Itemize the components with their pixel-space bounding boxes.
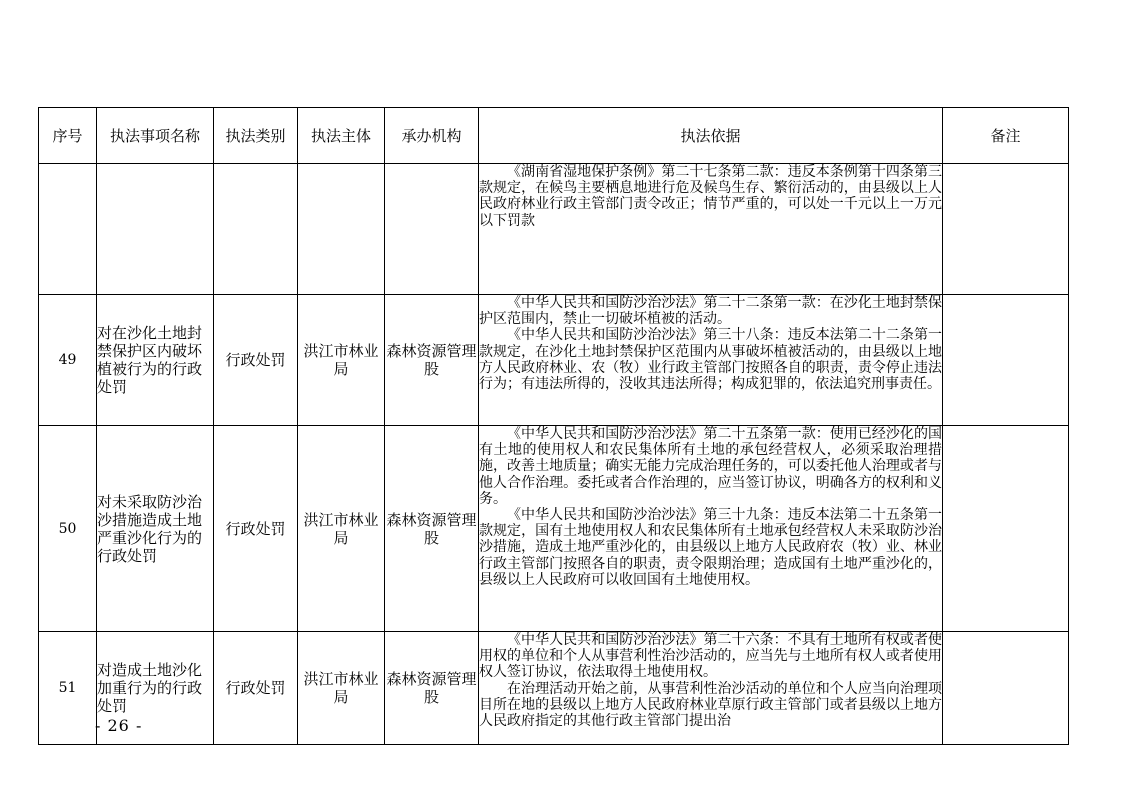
row-category: 行政处罚 (214, 632, 298, 745)
basis-paragraph: 《中华人民共和国防沙治沙法》第三十八条：违反本法第二十二条第一款规定，在沙化土地封禁保护区范围内从事破坏植被活动的，由县级以上地方人民政府林业、农（牧）业行政主管部门按照各自的职责，责令停止违法行为；有违法所得的，没收其违法所得；构成犯罪的，依法追究刑事责任。 (479, 327, 942, 393)
row-subject: 洪江市林业局 (298, 295, 385, 426)
row-number: 49 (39, 295, 97, 426)
row-category: 行政处罚 (214, 426, 298, 632)
row-remark (943, 295, 1069, 426)
header-category: 执法类别 (214, 108, 298, 164)
row-agency (385, 164, 479, 295)
basis-paragraph: 《湖南省湿地保护条例》第二十七条第二款：违反本条例第十四条第三款规定，在候鸟主要栖息地进行危及候鸟生存、繁衍活动的，由县级以上人民政府林业行政主管部门责令改正；情节严重的，可以处一千元以上一万元以下罚款 (479, 164, 942, 229)
row-category (214, 164, 298, 295)
row-item-name: 对在沙化土地封禁保护区内破坏植被行为的行政处罚 (97, 295, 214, 426)
header-agency: 承办机构 (385, 108, 479, 164)
row-subject (298, 164, 385, 295)
row-agency: 森林资源管理股 (385, 295, 479, 426)
row-item-name: 对造成土地沙化加重行为的行政处罚 (97, 632, 214, 745)
basis-paragraph: 《中华人民共和国防沙治沙法》第二十二条第一款：在沙化土地封禁保护区范围内，禁止一切破坏植被的活动。 (479, 295, 942, 328)
row-item-name: 对未采取防沙治沙措施造成土地严重沙化行为的行政处罚 (97, 426, 214, 632)
row-legal-basis (479, 164, 943, 295)
row-subject: 洪江市林业局 (298, 426, 385, 632)
row-number: 51 (39, 632, 97, 745)
row-number: 50 (39, 426, 97, 632)
enforcement-table (38, 107, 1069, 745)
page-number: - 26 - (95, 716, 143, 735)
header-subject: 执法主体 (298, 108, 385, 164)
row-subject: 洪江市林业局 (298, 632, 385, 745)
row-agency: 森林资源管理股 (385, 632, 479, 745)
basis-paragraph: 《中华人民共和国防沙治沙法》第三十九条：违反本法第二十五条第一款规定，国有土地使用权人和农民集体所有土地承包经营权人未采取防沙治沙措施，造成土地严重沙化的，由县级以上地方人民政府农（牧）业、林业行政主管部门按照各自的职责，责令限期治理；造成国有土地严重沙化的，县级以上人民政府可以收回国有土地使用权。 (479, 507, 942, 588)
header-legal-basis: 执法依据 (479, 108, 943, 164)
row-legal-basis (479, 632, 943, 745)
table-row (39, 426, 1069, 632)
row-legal-basis (479, 426, 943, 632)
row-agency: 森林资源管理股 (385, 426, 479, 632)
row-remark (943, 632, 1069, 745)
header-remark: 备注 (943, 108, 1069, 164)
table-row (39, 295, 1069, 426)
table-row (39, 164, 1069, 295)
row-remark (943, 426, 1069, 632)
row-number (39, 164, 97, 295)
row-remark (943, 164, 1069, 295)
basis-paragraph: 《中华人民共和国防沙治沙法》第二十六条：不具有土地所有权或者使用权的单位和个人从事营利性治沙活动的，应当先与土地所有权人或者使用权人签订协议，依法取得土地使用权。 (479, 632, 942, 681)
basis-paragraph: 《中华人民共和国防沙治沙法》第二十五条第一款：使用已经沙化的国有土地的使用权人和农民集体所有土地的承包经营权人，必须采取治理措施，改善土地质量；确实无能力完成治理任务的，可以委托他人治理或者与他人合作治理。委托或者合作治理的，应当签订协议，明确各方的权利和义务。 (479, 426, 942, 507)
basis-paragraph: 在治理活动开始之前，从事营利性治沙活动的单位和个人应当向治理项目所在地的县级以上地方人民政府林业草原行政主管部门或者县级以上地方人民政府指定的其他行政主管部门提出治 (479, 680, 942, 730)
row-category: 行政处罚 (214, 295, 298, 426)
header-item-name: 执法事项名称 (97, 108, 214, 164)
header-seq: 序号 (39, 108, 97, 164)
table-header-row (39, 108, 1069, 164)
row-legal-basis (479, 295, 943, 426)
row-item-name (97, 164, 214, 295)
table-row (39, 632, 1069, 745)
